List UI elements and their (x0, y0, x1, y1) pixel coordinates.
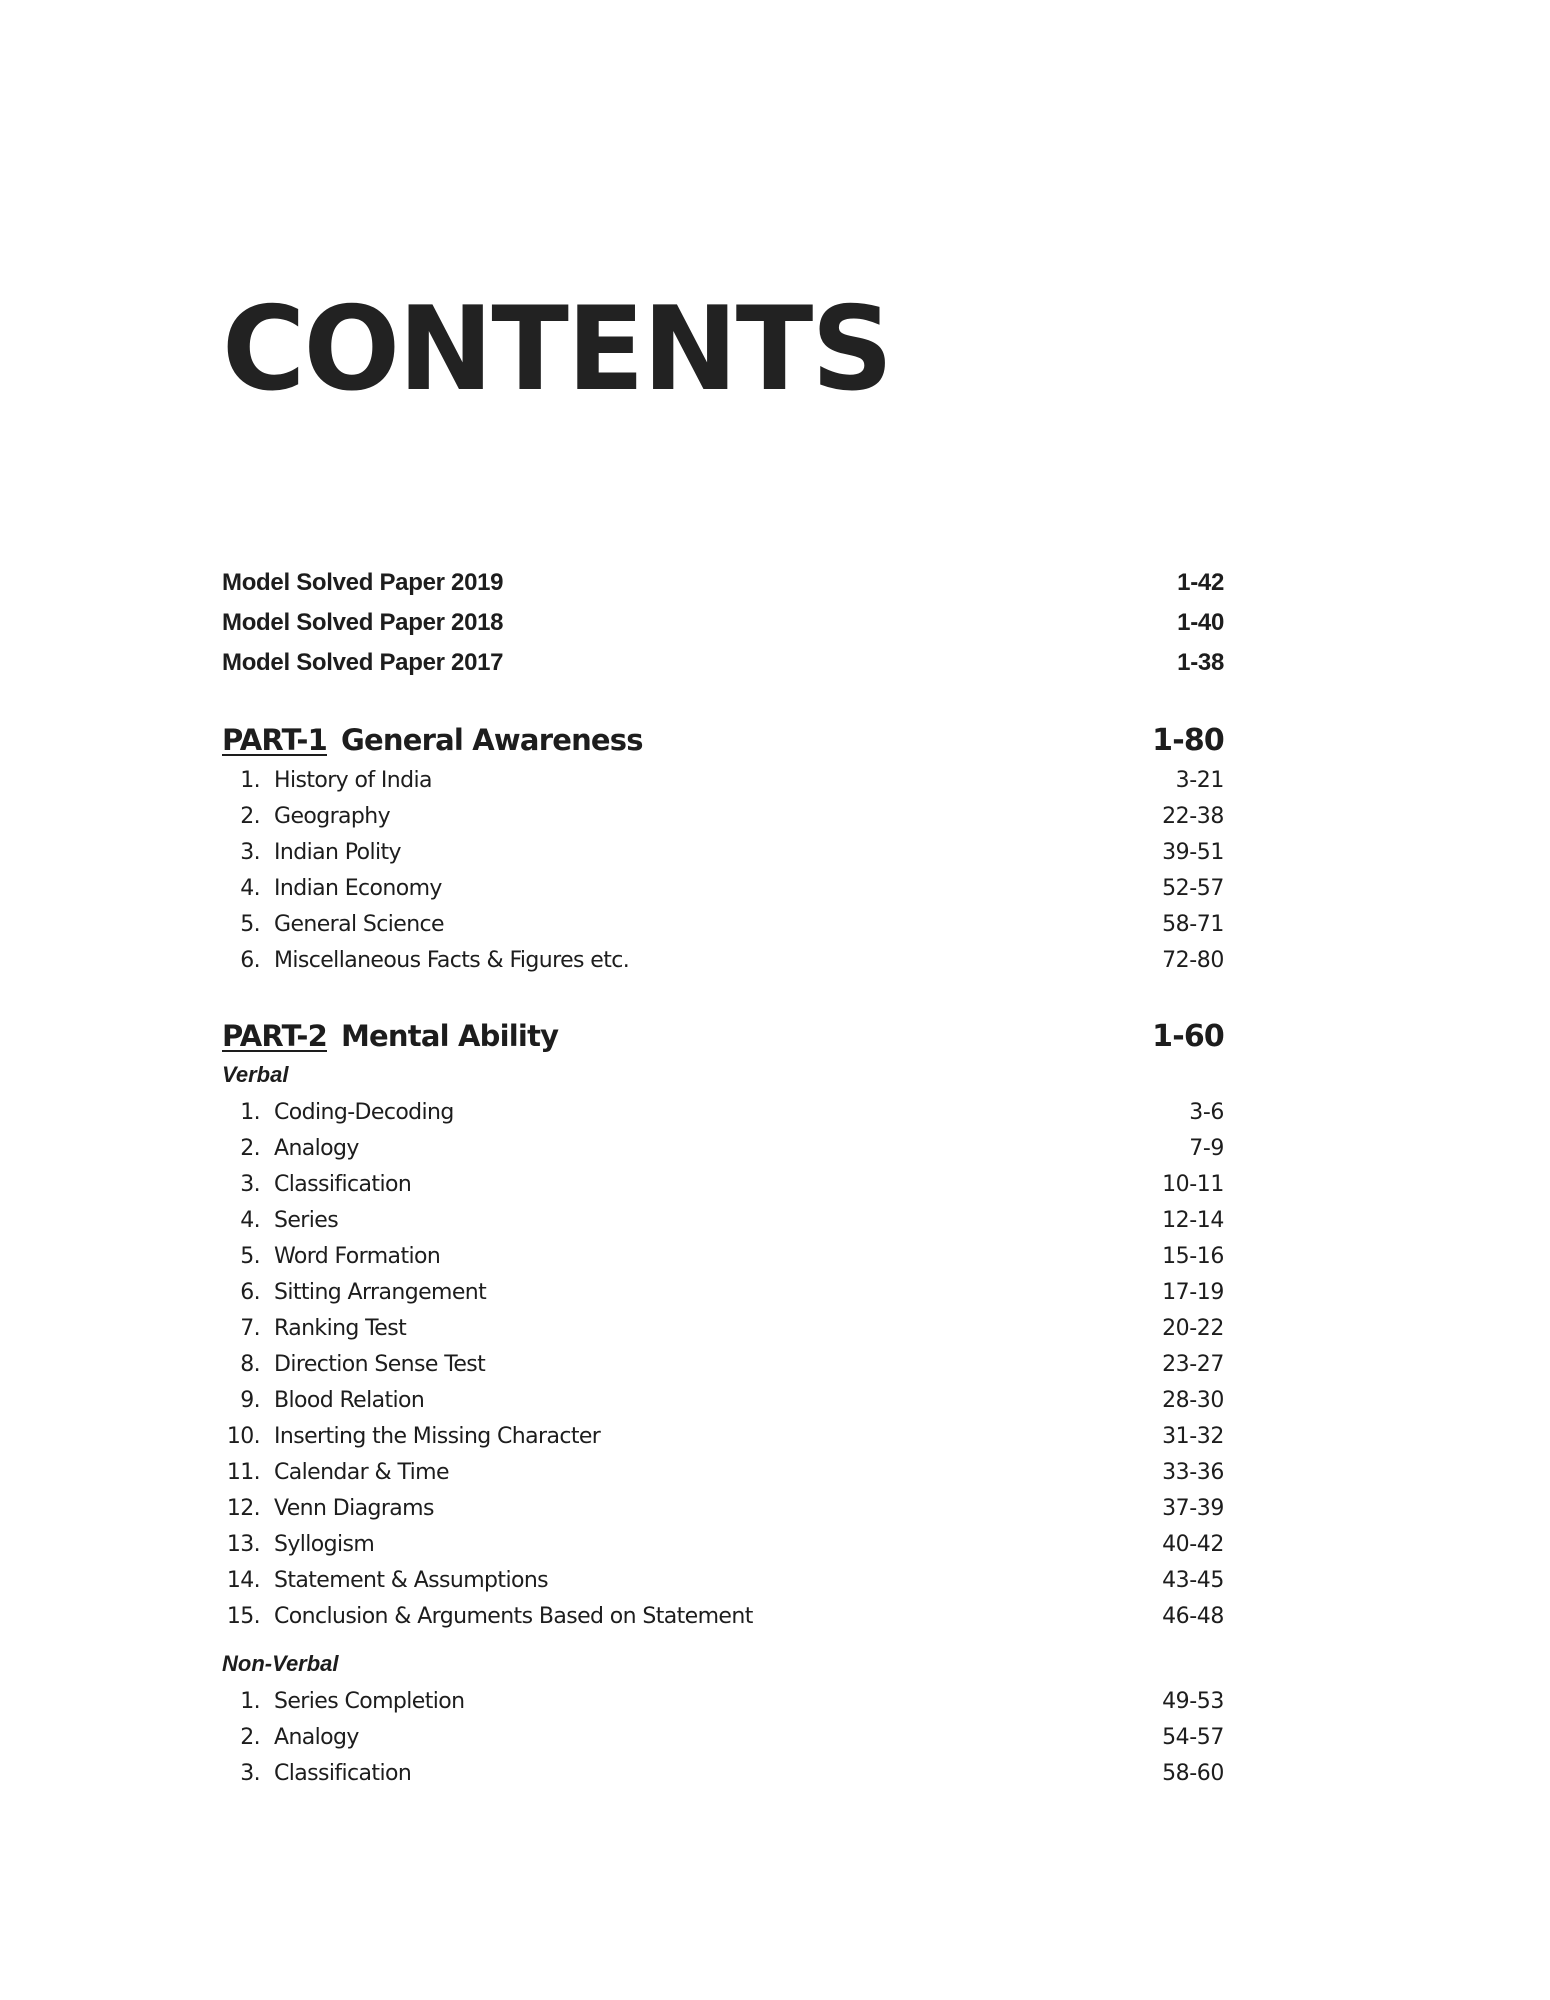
entry-pages: 1-42 (1177, 569, 1224, 596)
entry-pages: 20-22 (1162, 1315, 1224, 1341)
entry-title: Series (274, 1207, 339, 1233)
toc-entry[interactable] (222, 834, 1224, 870)
entry-title: Inserting the Missing Character (274, 1423, 601, 1449)
entry-number: 2. (240, 803, 260, 829)
contents-page (222, 0, 1224, 2000)
entry-title: Model Solved Paper 2019 (222, 569, 504, 596)
entry-number: 11. (226, 1459, 260, 1485)
nonverbal-subheading: Non-Verbal (222, 1651, 339, 1676)
entry-pages: 15-16 (1162, 1243, 1224, 1269)
entry-title: Analogy (274, 1724, 359, 1750)
toc-entry[interactable] (222, 1310, 1224, 1346)
entry-number: 15. (226, 1603, 260, 1629)
toc-entry[interactable] (222, 906, 1224, 942)
entry-number: 5. (240, 911, 260, 937)
entry-pages: 1-38 (1177, 649, 1224, 676)
entry-pages: 17-19 (1162, 1279, 1224, 1305)
toc-entry[interactable] (222, 1202, 1224, 1238)
entry-number: 9. (240, 1387, 260, 1413)
entry-pages: 39-51 (1162, 839, 1224, 865)
model-paper-entry[interactable] (222, 605, 1224, 641)
entry-number: 4. (240, 875, 260, 901)
toc-entry[interactable] (222, 1719, 1224, 1755)
entry-title: Syllogism (274, 1531, 375, 1557)
entry-number: 10. (226, 1423, 260, 1449)
part-label: PART-2 (222, 1019, 327, 1053)
entry-title: Direction Sense Test (274, 1351, 486, 1377)
entry-title: Ranking Test (274, 1315, 407, 1341)
entry-title: Indian Polity (274, 839, 401, 865)
entry-number: 12. (226, 1495, 260, 1521)
entry-title: Model Solved Paper 2018 (222, 609, 504, 636)
part-title: Mental Ability (341, 1019, 559, 1053)
entry-pages: 37-39 (1162, 1495, 1224, 1521)
entry-pages: 12-14 (1162, 1207, 1224, 1233)
entry-number: 1. (240, 1099, 260, 1125)
entry-title: Statement & Assumptions (274, 1567, 549, 1593)
toc-entry[interactable] (222, 1562, 1224, 1598)
entry-number: 14. (226, 1567, 260, 1593)
entry-pages: 3-6 (1189, 1099, 1224, 1125)
toc-entry[interactable] (222, 870, 1224, 906)
entry-title: Indian Economy (274, 875, 442, 901)
entry-pages: 72-80 (1162, 947, 1224, 973)
toc-entry[interactable] (222, 1454, 1224, 1490)
entry-title: Venn Diagrams (274, 1495, 434, 1521)
toc-entry[interactable] (222, 1346, 1224, 1382)
entry-number: 3. (240, 1760, 260, 1786)
entry-title: Geography (274, 803, 391, 829)
entry-number: 3. (240, 839, 260, 865)
entry-title: Sitting Arrangement (274, 1279, 487, 1305)
entry-number: 2. (240, 1135, 260, 1161)
entry-pages: 31-32 (1162, 1423, 1224, 1449)
entry-number: 6. (240, 947, 260, 973)
toc-entry[interactable] (222, 1490, 1224, 1526)
entry-title: History of India (274, 767, 432, 793)
entry-pages: 33-36 (1162, 1459, 1224, 1485)
entry-number: 6. (240, 1279, 260, 1305)
entry-number: 5. (240, 1243, 260, 1269)
toc-entry[interactable] (222, 1166, 1224, 1202)
entry-title: Series Completion (274, 1688, 465, 1714)
entry-number: 8. (240, 1351, 260, 1377)
toc-entry[interactable] (222, 1683, 1224, 1719)
entry-title: Calendar & Time (274, 1459, 449, 1485)
entry-title: Word Formation (274, 1243, 441, 1269)
toc-entry[interactable] (222, 1238, 1224, 1274)
entry-pages: 3-21 (1175, 767, 1224, 793)
entry-pages: 23-27 (1162, 1351, 1224, 1377)
entry-number: 1. (240, 767, 260, 793)
entry-number: 3. (240, 1171, 260, 1197)
entry-number: 4. (240, 1207, 260, 1233)
entry-pages: 40-42 (1162, 1531, 1224, 1557)
entry-title: Miscellaneous Facts & Figures etc. (274, 947, 630, 973)
part-2-heading[interactable] (222, 1014, 1224, 1058)
entry-pages: 7-9 (1189, 1135, 1224, 1161)
entry-pages: 43-45 (1162, 1567, 1224, 1593)
entry-pages: 58-71 (1162, 911, 1224, 937)
toc-entry[interactable] (222, 1130, 1224, 1166)
toc-entry[interactable] (222, 1598, 1224, 1634)
entry-title: Conclusion & Arguments Based on Statement (274, 1603, 753, 1629)
toc-entry[interactable] (222, 1382, 1224, 1418)
entry-pages: 22-38 (1162, 803, 1224, 829)
entry-title: General Science (274, 911, 444, 937)
toc-entry[interactable] (222, 1274, 1224, 1310)
entry-number: 2. (240, 1724, 260, 1750)
verbal-subheading: Verbal (222, 1062, 289, 1087)
entry-number: 13. (226, 1531, 260, 1557)
entry-pages: 10-11 (1162, 1171, 1224, 1197)
entry-pages: 52-57 (1162, 875, 1224, 901)
toc-entry[interactable] (222, 942, 1224, 978)
entry-title: Model Solved Paper 2017 (222, 649, 504, 676)
toc-entry[interactable] (222, 762, 1224, 798)
entry-pages: 54-57 (1162, 1724, 1224, 1750)
toc-entry[interactable] (222, 798, 1224, 834)
part-1-heading[interactable] (222, 718, 1224, 762)
toc-entry[interactable] (222, 1526, 1224, 1562)
entry-title: Classification (274, 1171, 412, 1197)
part-pages: 1-80 (1152, 722, 1224, 758)
entry-pages: 1-40 (1177, 609, 1224, 636)
part-pages: 1-60 (1152, 1018, 1224, 1054)
toc-entry[interactable] (222, 1418, 1224, 1454)
entry-title: Analogy (274, 1135, 359, 1161)
model-paper-entry[interactable] (222, 565, 1224, 601)
page-title: CONTENTS (222, 282, 892, 417)
entry-title: Blood Relation (274, 1387, 425, 1413)
entry-title: Classification (274, 1760, 412, 1786)
entry-pages: 28-30 (1162, 1387, 1224, 1413)
entry-pages: 46-48 (1162, 1603, 1224, 1629)
toc-entry[interactable] (222, 1755, 1224, 1791)
entry-title: Coding-Decoding (274, 1099, 454, 1125)
entry-pages: 49-53 (1162, 1688, 1224, 1714)
part-label: PART-1 (222, 723, 327, 757)
toc-entry[interactable] (222, 1094, 1224, 1130)
part-title: General Awareness (341, 723, 643, 757)
entry-number: 1. (240, 1688, 260, 1714)
model-paper-entry[interactable] (222, 645, 1224, 681)
entry-pages: 58-60 (1162, 1760, 1224, 1786)
entry-number: 7. (240, 1315, 260, 1341)
